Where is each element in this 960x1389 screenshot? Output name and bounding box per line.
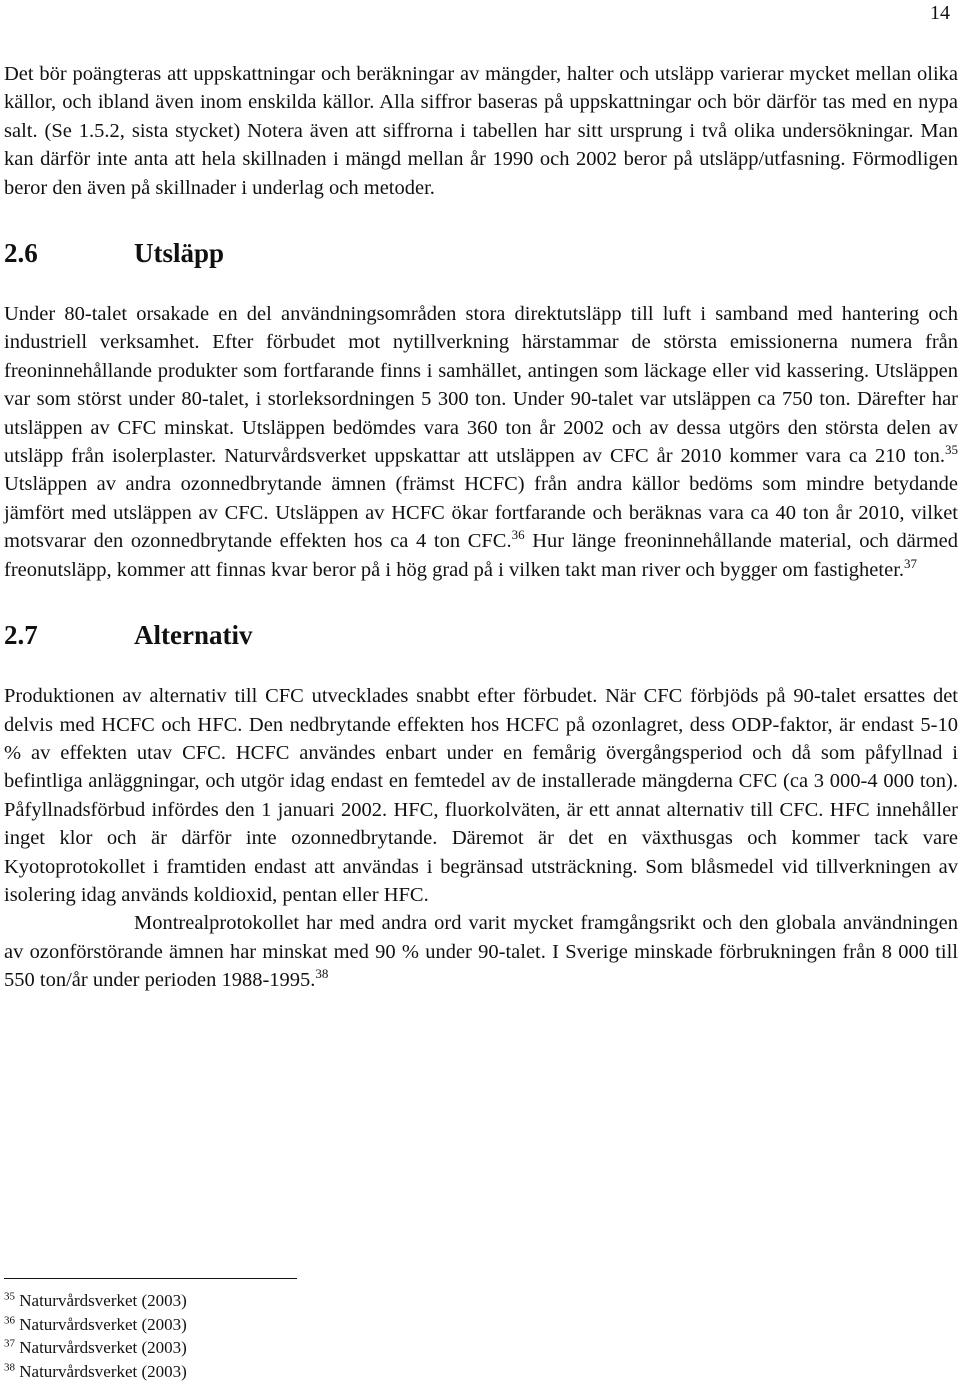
text-run: Utsläppen av andra ozonnedbrytande ämnen (främst HCFC) från andra källor bedöms som mindre betydande jämfört med utsläppen av CFC. Utsläppen av HCFC ökar fortfarande och beräknas vara ca 40 ton år 2010, vilket motsvarar den ozonnedbrytande effekten hos ca 4 ton CFC.: [4, 473, 958, 553]
footnote-text: Naturvårdsverket (2003): [19, 1314, 187, 1334]
footnote: [4, 1336, 404, 1360]
footnote-number: 38: [4, 1360, 15, 1373]
footnote-ref-36[interactable]: 36: [511, 527, 525, 543]
section-number: 2.7: [4, 620, 38, 651]
footnote-number: 35: [4, 1290, 15, 1303]
section-number: 2.6: [4, 238, 38, 269]
section-title: Utsläpp: [134, 238, 225, 269]
section-title: Alternativ: [134, 620, 253, 651]
section-heading-alternativ: [4, 618, 958, 652]
footnote: [4, 1360, 404, 1384]
footnote-number: 37: [4, 1337, 15, 1350]
footnote-divider: [4, 1278, 297, 1279]
spacer: [4, 202, 958, 236]
footnote-ref-35[interactable]: 35: [945, 442, 958, 458]
footnote-text: Naturvårdsverket (2003): [19, 1338, 187, 1357]
text-run: Montrealprotokollet har med andra ord varit mycket framgångsrikt och den globala användningen av ozonförstörande ämnen har minskat med 90 % under 90-talet. I Sverige minskade förbrukningen från 8 000 till 550 ton/år under perioden 1988-1995.: [4, 912, 958, 992]
alternativ-paragraph: Produktionen av alternativ till CFC utvecklades snabbt efter förbudet. När CFC förbjöds på 90-talet ersattes det delvis med HCFC och HFC. Den nedbrytande effekten hos HCFC på ozonlagret, dess ODP-faktor, är endast 5-10 % av effekten utav CFC. HCFC användes enbart under en femårig övergångsperiod och då som påfyllnad i befintliga anläggningar, och utgör idag endast en femtedel av de installerade mängderna CFC (ca 3 000-4 000 ton). Påfyllnadsförbud infördes den 1 januari 2002. HFC, fluorkolväten, är ett annat alternativ till CFC. HFC innehåller inget klor och är därför inte ozonnedbrytande. Däremot är det en växthusgas och kommer tack vare Kyotoprotokollet i framtiden endast att användas i begränsad utsträckning. Som blåsmedel vid tillverkningen av isolering idag används koldioxid, pentan eller HFC.: [4, 685, 958, 906]
utslapp-paragraph: [4, 300, 958, 584]
footnotes: [4, 1278, 404, 1383]
montreal-paragraph: [4, 909, 958, 994]
document-body: [4, 60, 958, 995]
section-heading-utslapp: [4, 236, 958, 270]
footnote: [4, 1313, 404, 1337]
footnote-ref-37[interactable]: 37: [904, 555, 918, 571]
spacer: [4, 584, 958, 618]
footnote-ref-38[interactable]: 38: [315, 966, 329, 982]
footnote-text: Naturvårdsverket (2003): [19, 1361, 187, 1381]
text-run: Under 80-talet orsakade en del användningsområden stora direktutsläpp till luft i samband med hantering och industriell verksamhet. Efter förbudet mot nytillverkning härstammar de största emissionerna numera från freoninnehållande produkter som fortfarande finns i samhället, antingen som läckage eller vid kassering. Utsläppen var som störst under 80-talet, i storleksordningen 5 300 ton. Under 90-talet var utsläppen ca 750 ton. Därefter har utsläppen av CFC minskat. Utsläppen bedömdes vara 360 ton år 2002 och av dessa utgörs den största delen av utsläpp från isolerplaster. Naturvårdsverket uppskattar att utsläppen av CFC år 2010 kommer vara ca 210 ton.: [4, 303, 958, 468]
page-number: 14: [930, 2, 950, 24]
spacer: [4, 270, 958, 300]
footnote: [4, 1289, 404, 1313]
footnote-number: 36: [4, 1313, 15, 1326]
spacer: [4, 652, 958, 682]
intro-paragraph: Det bör poängteras att uppskattningar och beräkningar av mängder, halter och utsläpp varierar mycket mellan olika källor, och ibland även inom enskilda källor. Alla siffror baseras på uppskattningar och bör därför tas med en nypa salt. (Se 1.5.2, sista stycket) Notera även att siffrorna i tabellen har sitt ursprung i två olika undersökningar. Man kan därför inte anta att hela skillnaden i mängd mellan år 1990 och 2002 beror på utsläpp/utfasning. Förmodligen beror den även på skillnader i underlag och metoder.: [4, 63, 958, 199]
text-run: Hur länge freoninnehållande material, och därmed freonutsläpp, kommer att finnas kvar beror på i hög grad på i vilken takt man river och bygger om fastigheter.: [4, 530, 958, 581]
footnote-text: Naturvårdsverket (2003): [19, 1291, 187, 1310]
